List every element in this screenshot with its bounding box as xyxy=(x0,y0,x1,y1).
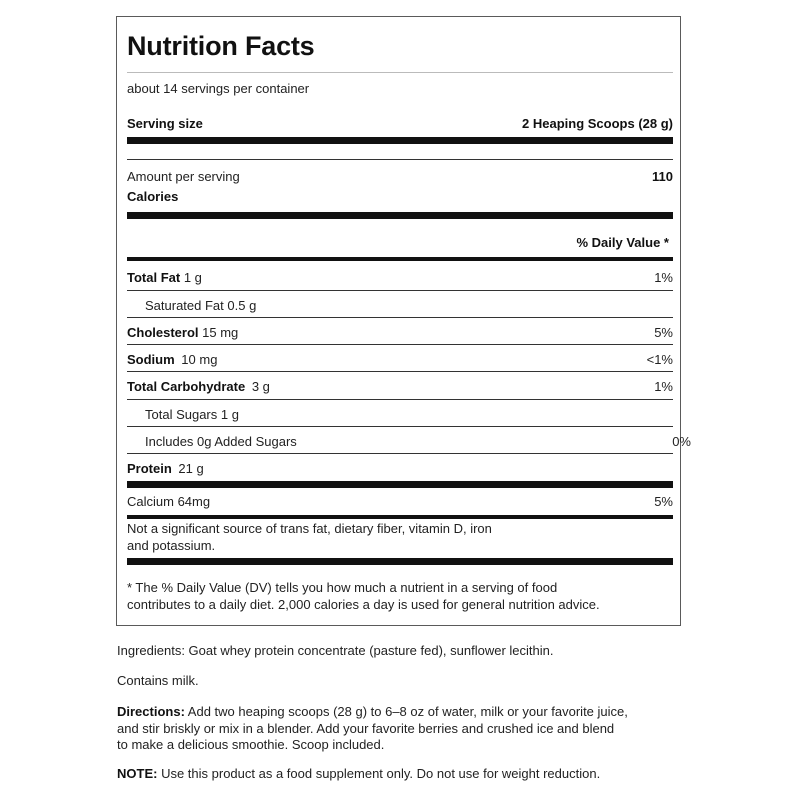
nutrition-facts-title: Nutrition Facts xyxy=(127,31,315,61)
nutrient-amount: 10 mg xyxy=(181,352,218,367)
nutrient-name: Saturated Fat 0.5 g xyxy=(145,298,257,313)
nutrient-amount: 21 g xyxy=(178,461,204,476)
divider xyxy=(127,290,673,291)
note-text: NOTE: Use this product as a food supplement only. Do not use for weight reduction. xyxy=(117,766,601,781)
serving-size-value: 2 Heaping Scoops (28 g) xyxy=(522,116,673,131)
nutrient-daily-value: 1% xyxy=(654,379,673,394)
nutrient-name: Protein xyxy=(127,461,172,476)
calories-value: 110 xyxy=(652,169,673,184)
nutrient-row-calcium xyxy=(127,494,673,510)
ingredients-text: Ingredients: Goat whey protein concentrate (pasture fed), sunflower lecithin. xyxy=(117,643,554,658)
daily-value-footnote: * The % Daily Value (DV) tells you how much a nutrient in a serving of food contributes to a daily diet. 2,000 calories a day is used for general nutrition advice. xyxy=(127,580,600,612)
servings-per-container: about 14 servings per container xyxy=(127,81,310,96)
note-label: NOTE: xyxy=(117,766,158,781)
thick-divider xyxy=(127,558,673,565)
nutrient-daily-value: 5% xyxy=(654,494,673,509)
divider xyxy=(127,159,673,160)
serving-size-row xyxy=(127,116,673,132)
divider xyxy=(127,399,673,400)
nutrient-daily-value: 1% xyxy=(654,270,673,285)
nutrient-row-sodium xyxy=(127,352,673,368)
nutrient-row-protein xyxy=(127,461,673,477)
nutrient-name: Calcium 64mg xyxy=(127,494,211,509)
divider xyxy=(127,426,673,427)
not-significant-note: Not a significant source of trans fat, dietary fiber, vitamin D, iron and potassium. xyxy=(127,521,492,553)
nutrient-row-total-sugars xyxy=(127,407,691,423)
divider xyxy=(127,317,673,318)
directions-label: Directions: xyxy=(117,704,185,719)
amount-per-serving-label: Amount per serving xyxy=(127,169,240,184)
nutrient-row-added-sugars xyxy=(127,434,691,450)
nutrient-daily-value: 5% xyxy=(654,325,673,340)
allergen-text: Contains milk. xyxy=(117,673,199,688)
nutrient-name: Includes 0g Added Sugars xyxy=(145,434,297,449)
nutrient-row-total-fat xyxy=(127,270,673,286)
daily-value-header: % Daily Value * xyxy=(576,235,669,250)
nutrient-name: Sodium xyxy=(127,352,175,367)
nutrient-amount: 15 mg xyxy=(202,325,239,340)
nutrient-name: Cholesterol xyxy=(127,325,199,340)
nutrient-row-cholesterol xyxy=(127,325,673,341)
divider xyxy=(127,453,673,454)
nutrient-name: Total Carbohydrate xyxy=(127,379,246,394)
nutrient-name: Total Fat xyxy=(127,270,181,285)
divider xyxy=(127,72,673,73)
nutrient-row-total-carbohydrate xyxy=(127,379,673,395)
nutrient-daily-value: 0% xyxy=(672,434,691,449)
medium-divider xyxy=(127,257,673,261)
medium-divider xyxy=(127,515,673,519)
divider xyxy=(127,344,673,345)
thick-divider xyxy=(127,137,673,144)
thick-divider xyxy=(127,212,673,219)
calories-label: Calories xyxy=(127,189,179,204)
nutrition-facts-panel xyxy=(116,16,691,626)
nutrient-name: Total Sugars 1 g xyxy=(145,407,239,422)
thick-divider xyxy=(127,481,673,488)
directions-text: Directions: Add two heaping scoops (28 g) to 6–8 oz of water, milk or your favorite juice, and stir briskly or mix in a blender. Add your favorite berries and crushed ice and blend to make a delicious smoothie. Scoop included. xyxy=(117,704,628,752)
divider xyxy=(127,371,673,372)
nutrient-amount: 1 g xyxy=(183,270,202,285)
nutrient-row-saturated-fat xyxy=(127,298,691,314)
nutrient-daily-value: <1% xyxy=(646,352,673,367)
serving-size-label: Serving size xyxy=(127,116,203,131)
amount-per-serving-row xyxy=(127,169,673,185)
nutrient-amount: 3 g xyxy=(251,379,270,394)
